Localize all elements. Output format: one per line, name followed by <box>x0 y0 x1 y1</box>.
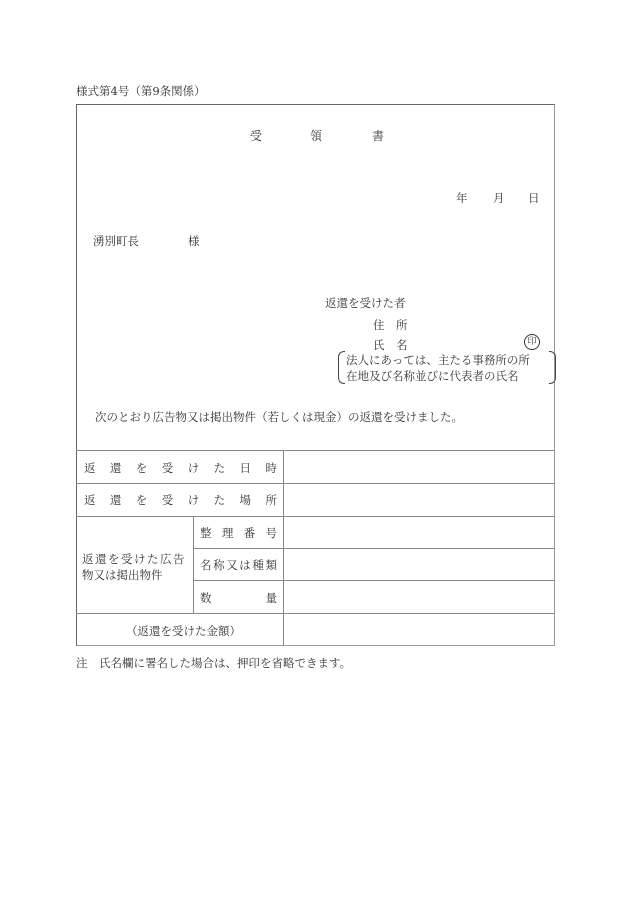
footnote: 注 氏名欄に署名した場合は、押印を省略できます。 <box>76 656 352 670</box>
address-label-2: 所 <box>396 318 408 332</box>
address-label-1: 住 <box>373 318 385 332</box>
recipient-label: 返還を受けた者 <box>325 296 406 310</box>
statement: 次のとおり広告物又は掲出物件（若しくは現金）の返還を受けました。 <box>95 410 463 424</box>
value-name-or-type[interactable] <box>284 549 554 580</box>
name-label-2: 名 <box>396 338 408 352</box>
addressee-honorific: 様 <box>188 234 200 248</box>
label-quantity: 数 量 <box>200 591 277 605</box>
form-number: 様式第4号（第9条関係） <box>76 84 206 98</box>
title-char-3: 書 <box>372 129 385 143</box>
corporation-note <box>338 350 556 384</box>
addressee-name: 湧別町長 <box>93 234 139 248</box>
group-label-line-1: 返還を受けた広告 <box>82 552 186 566</box>
label-return-place: 返 還 を 受 け た 場 所 <box>84 493 277 507</box>
date-year: 年 <box>456 191 468 205</box>
left-bracket <box>338 351 345 384</box>
right-bracket <box>549 351 556 384</box>
col-divider-sub <box>193 516 194 613</box>
value-quantity[interactable] <box>284 581 554 613</box>
title-char-2: 領 <box>310 129 323 143</box>
label-name-or-type: 名 称 又 は 種 類 <box>200 558 277 572</box>
group-label-line-2: 物又は掲出物件 <box>82 568 163 582</box>
note-line-1: 法人にあっては、主たる事務所の所 <box>346 353 530 367</box>
seal-stamp-icon: 印 <box>524 334 540 350</box>
value-return-place[interactable] <box>284 484 554 516</box>
value-returned-amount[interactable] <box>284 614 554 646</box>
value-return-datetime[interactable] <box>284 451 554 483</box>
label-returned-amount: （返還を受けた金額） <box>126 624 241 638</box>
name-label-1: 氏 <box>373 338 385 352</box>
value-reference-number[interactable] <box>284 517 554 548</box>
label-reference-number: 整 理 番 号 <box>200 526 277 540</box>
label-return-datetime: 返 還 を 受 け た 日 時 <box>84 461 277 475</box>
title-char-1: 受 <box>250 129 263 143</box>
note-line-2: 在地及び名称並びに代表者の氏名 <box>346 369 519 383</box>
date-month: 月 <box>493 191 505 205</box>
date-day: 日 <box>528 191 540 205</box>
